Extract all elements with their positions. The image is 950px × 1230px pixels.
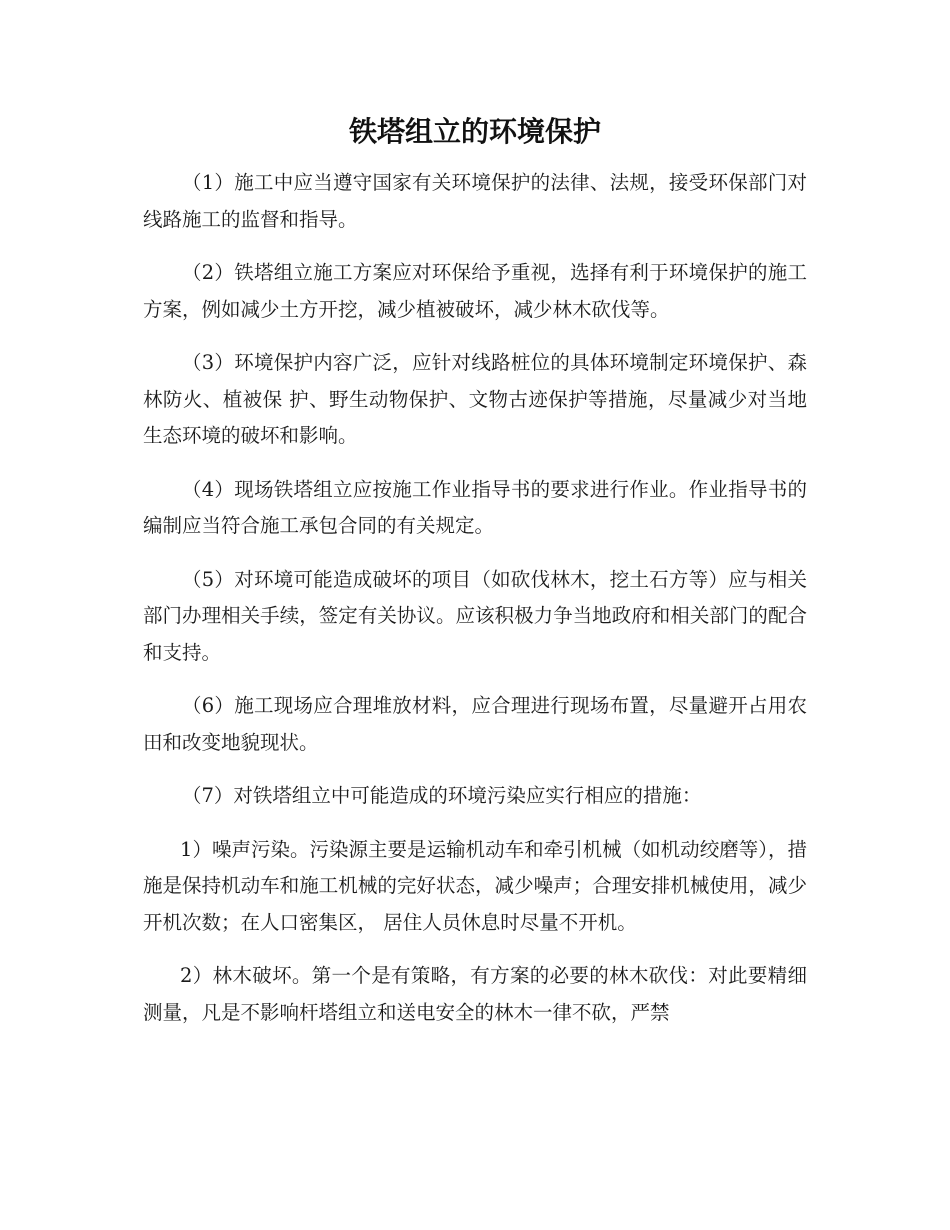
paragraph-1: （1）施工中应当遵守国家有关环境保护的法律、法规，接受环保部门对线路施工的监督和指导。 <box>143 171 807 231</box>
document-title: 铁塔组立的环境保护 <box>348 115 601 148</box>
paragraph-3: （3）环境保护内容广泛，应针对线路桩位的具体环境制定环境保护、森林防火、植被保 护、野生动物保护、文物古迹保护等措施，尽量减少对当地生态环境的破坏和影响。 <box>143 351 807 447</box>
paragraph-7: （7）对铁塔组立中可能造成的环境污染应实行相应的措施： <box>182 784 702 807</box>
paragraph-6: （6）施工现场应合理堆放材料，应合理进行现场布置，尽量避开占用农田和改变地貌现状。 <box>143 694 807 754</box>
paragraph-4: （4）现场铁塔组立应按施工作业指导书的要求进行作业。作业指导书的编制应当符合施工承包合同的有关规定。 <box>143 477 807 537</box>
sub-paragraph-noise: 1）噪声污染。污染源主要是运输机动车和牵引机械（如机动绞磨等），措施是保持机动车和施工机械的完好状态，减少噪声；合理安排机械使用，减少开机次数；在人口密集区， 居住人员休息时尽量不开机。 <box>143 837 807 934</box>
document-body <box>143 165 807 1048</box>
sub-paragraph-forest: 2）林木破坏。第一个是有策略，有方案的必要的林木砍伐：对此要精细测量，凡是不影响杆塔组立和送电安全的林木一律不砍，严禁 <box>143 964 807 1024</box>
paragraph-5: （5）对环境可能造成破坏的项目（如砍伐林木，挖土石方等）应与相关部门办理相关手续，签定有关协议。应该积极力争当地政府和相关部门的配合和支持。 <box>143 567 807 664</box>
paragraph-2: （2）铁塔组立施工方案应对环保给予重视，选择有利于环境保护的施工方案，例如减少土方开挖，减少植被破坏，减少林木砍伐等。 <box>143 261 807 321</box>
